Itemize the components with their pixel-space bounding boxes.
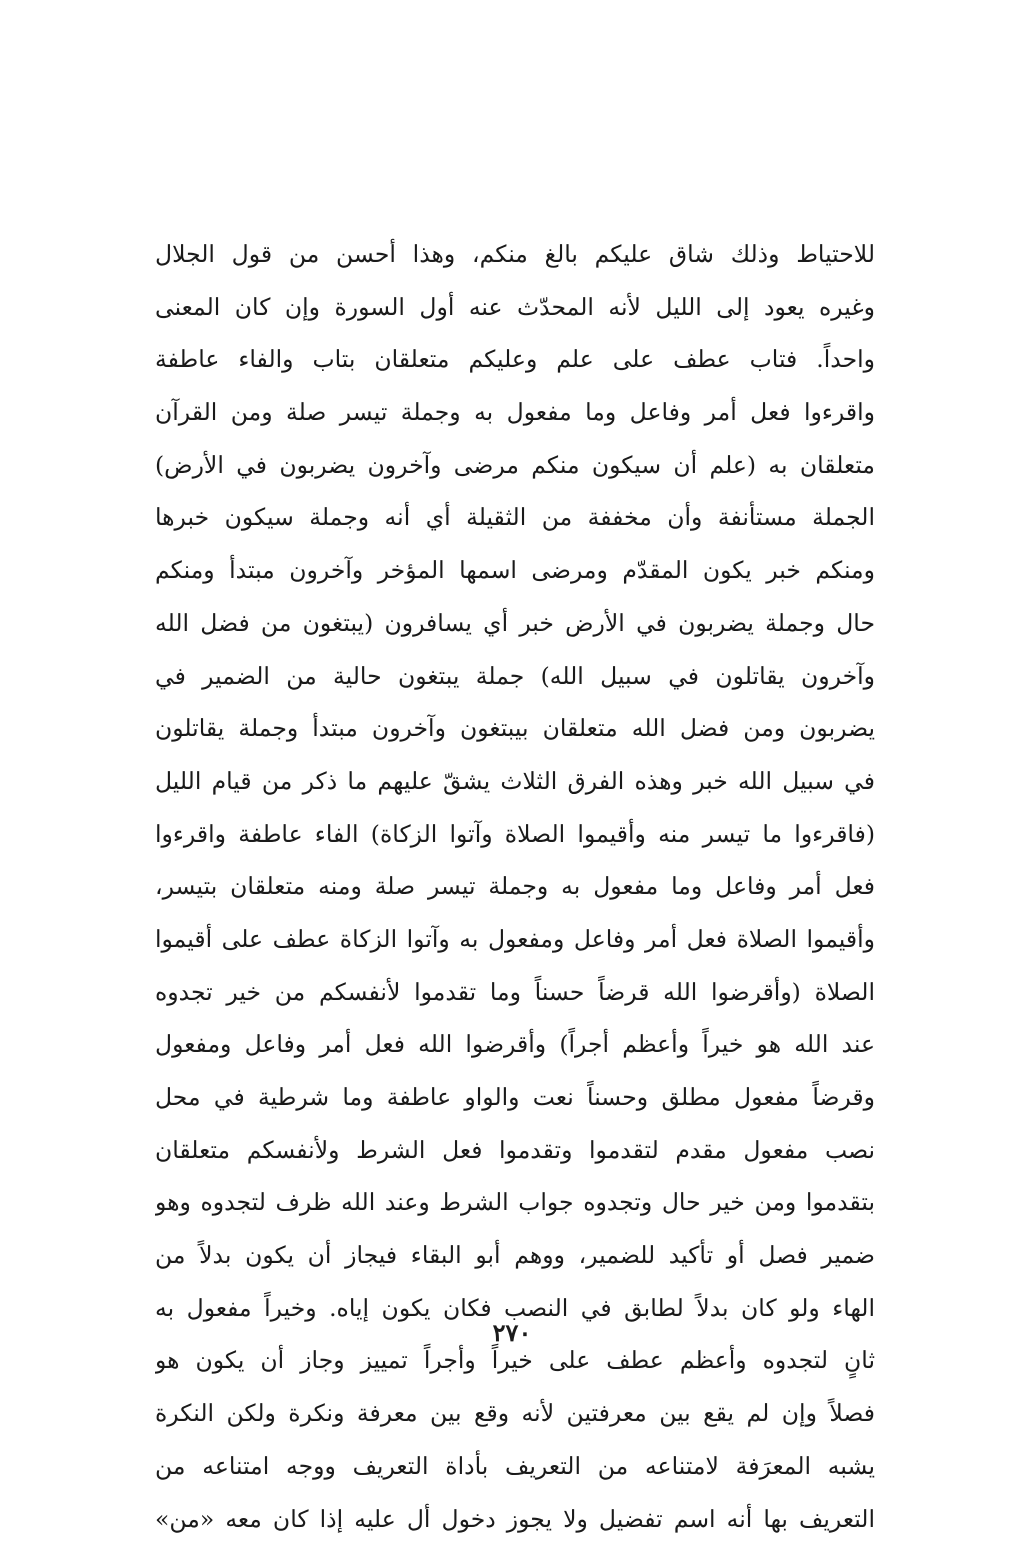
text-line: متعلقان به (علم أن سيكون منكم مرضى وآخرون يضربون في الأرض) — [155, 439, 875, 492]
text-line: بتقدموا ومن خير حال وتجدوه جواب الشرط وعند الله ظرف لتجدوه وهو — [155, 1176, 875, 1229]
text-line: للاحتياط وذلك شاق عليكم بالغ منكم، وهذا أحسن من قول الجلال — [155, 228, 875, 281]
text-line: الهاء ولو كان بدلاً لطابق في النصب فكان يكون إياه. وخيراً مفعول به — [155, 1282, 875, 1335]
text-line: حال وجملة يضربون في الأرض خبر أي يسافرون (يبتغون من فضل الله — [155, 597, 875, 650]
page-number: ٢٧٠ — [0, 1318, 1024, 1347]
text-line: يضربون ومن فضل الله متعلقان بيبتغون وآخرون مبتدأ وجملة يقاتلون — [155, 702, 875, 755]
text-line: ومنكم خبر يكون المقدّم ومرضى اسمها المؤخر وآخرون مبتدأ ومنكم — [155, 544, 875, 597]
text-line: واحداً. فتاب عطف على علم وعليكم متعلقان بتاب والفاء عاطفة — [155, 333, 875, 386]
body-text — [155, 228, 875, 1545]
text-line: وغيره يعود إلى الليل لأنه المحدّث عنه أول السورة وإن كان المعنى — [155, 281, 875, 334]
text-line: نصب مفعول مقدم لتقدموا وتقدموا فعل الشرط ولأنفسكم متعلقان — [155, 1124, 875, 1177]
text-line: ثانٍ لتجدوه وأعظم عطف على خيراً وأجراً تمييز وجاز أن يكون هو — [155, 1334, 875, 1387]
text-line: فعل أمر وفاعل وما مفعول به وجملة تيسر صلة ومنه متعلقان بتيسر، — [155, 860, 875, 913]
text-line: التعريف بها أنه اسم تفضيل ولا يجوز دخول أل عليه إذا كان معه «من» — [155, 1493, 875, 1545]
text-line: (فاقرءوا ما تيسر منه وأقيموا الصلاة وآتوا الزكاة) الفاء عاطفة واقرءوا — [155, 808, 875, 861]
text-line: واقرءوا فعل أمر وفاعل وما مفعول به وجملة تيسر صلة ومن القرآن — [155, 386, 875, 439]
text-line: وآخرون يقاتلون في سبيل الله) جملة يبتغون حالية من الضمير في — [155, 650, 875, 703]
text-line: فصلاً وإن لم يقع بين معرفتين لأنه وقع بين معرفة ونكرة ولكن النكرة — [155, 1387, 875, 1440]
text-line: الصلاة (وأقرضوا الله قرضاً حسناً وما تقدموا لأنفسكم من خير تجدوه — [155, 966, 875, 1019]
text-line: في سبيل الله خبر وهذه الفرق الثلاث يشقّ عليهم ما ذكر من قيام الليل — [155, 755, 875, 808]
text-line: الجملة مستأنفة وأن مخففة من الثقيلة أي أنه وجملة سيكون خبرها — [155, 491, 875, 544]
text-line: وقرضاً مفعول مطلق وحسناً نعت والواو عاطفة وما شرطية في محل — [155, 1071, 875, 1124]
text-line: عند الله هو خيراً وأعظم أجراً) وأقرضوا الله فعل أمر وفاعل ومفعول — [155, 1018, 875, 1071]
text-line: يشبه المعرَفة لامتناعه من التعريف بأداة التعريف ووجه امتناعه من — [155, 1440, 875, 1493]
text-line: ضمير فصل أو تأكيد للضمير، ووهم أبو البقاء فيجاز أن يكون بدلاً من — [155, 1229, 875, 1282]
text-line: وأقيموا الصلاة فعل أمر وفاعل ومفعول به وآتوا الزكاة عطف على أقيموا — [155, 913, 875, 966]
